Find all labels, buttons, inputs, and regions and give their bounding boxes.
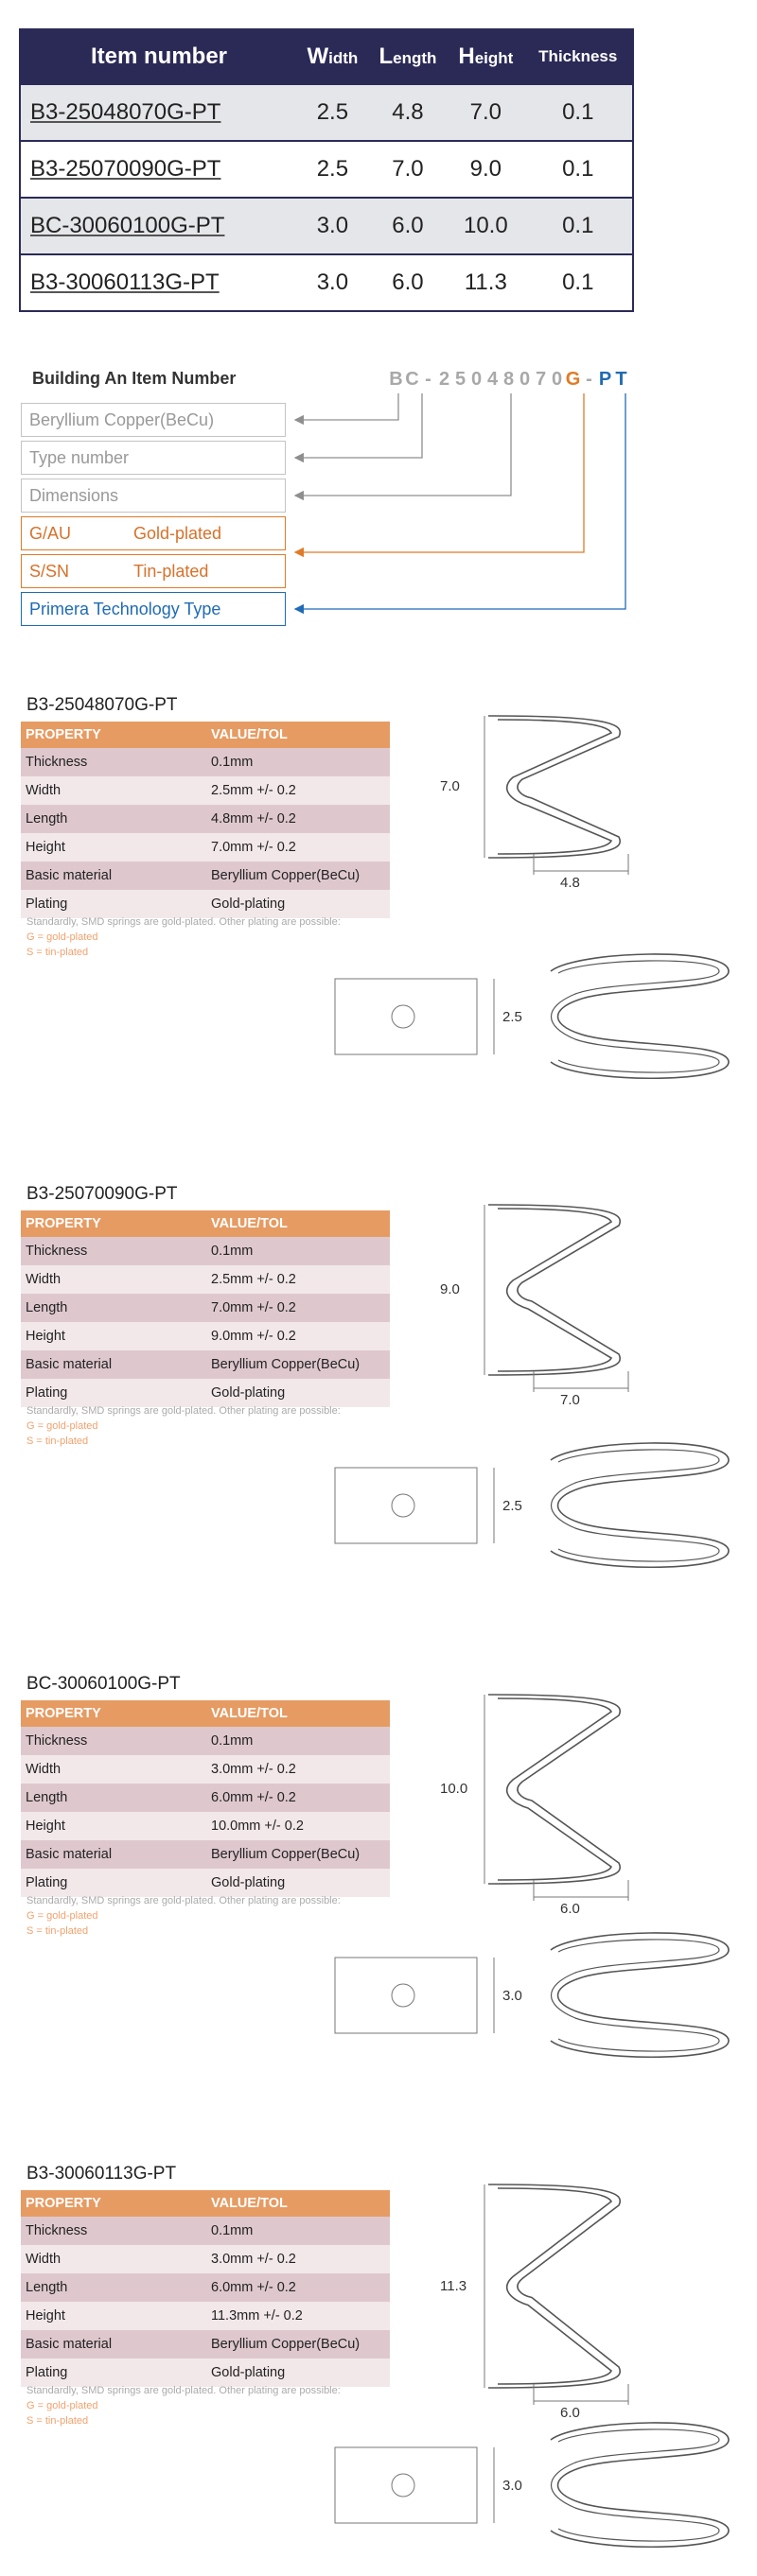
spec-property: Height — [21, 2302, 206, 2330]
spec-value: Gold-plating — [206, 2358, 390, 2387]
arrow-technology — [295, 393, 625, 609]
spec-row — [21, 776, 390, 805]
spec-value: 7.0mm +/- 0.2 — [206, 1294, 390, 1322]
code-char: - — [425, 369, 431, 390]
spring-profile — [488, 716, 620, 858]
dim-height-label: 11.3 — [440, 2277, 467, 2294]
spring-side-view — [435, 1683, 662, 1939]
spec-row — [21, 1350, 390, 1379]
spring-coil-inner — [552, 961, 720, 1072]
pad-outline — [335, 1958, 477, 2033]
item-number-link[interactable]: B3-25070090G-PT — [20, 141, 297, 198]
note-line: Standardly, SMD springs are gold-plated. Other plating are possible: — [26, 1895, 341, 1906]
cell-length: 7.0 — [368, 141, 448, 198]
spring-top-view — [331, 950, 748, 1092]
note-line: S = tin-plated — [26, 2415, 89, 2427]
spec-property: Length — [21, 1294, 206, 1322]
spec-value: 9.0mm +/- 0.2 — [206, 1322, 390, 1350]
cell-length: 4.8 — [368, 84, 448, 141]
dim-width-label: 3.0 — [502, 1988, 522, 2004]
cell-width: 2.5 — [297, 84, 368, 141]
spec-property: Height — [21, 833, 206, 862]
spec-header-value: VALUE/TOL — [206, 1210, 390, 1237]
dim-length-label: 7.0 — [560, 1392, 580, 1408]
pad-hole — [392, 2474, 414, 2497]
spec-row — [21, 2330, 390, 2358]
dim-width-label: 2.5 — [502, 1009, 522, 1025]
spring-top-view — [331, 1929, 748, 2071]
note-line: S = tin-plated — [26, 1436, 89, 1447]
spec-header-property: PROPERTY — [21, 722, 206, 748]
code-char: 5 — [454, 369, 467, 390]
connector-arrows — [0, 0, 757, 662]
spec-property: Basic material — [21, 2330, 206, 2358]
note-line: G = gold-plated — [26, 931, 98, 943]
spec-row — [21, 2302, 390, 2330]
plating-note — [26, 1403, 341, 1449]
code-char: - — [586, 369, 592, 390]
spec-header-property: PROPERTY — [21, 1210, 206, 1237]
spec-value: 11.3mm +/- 0.2 — [206, 2302, 390, 2330]
spring-profile — [488, 2184, 620, 2388]
spec-property: Length — [21, 1784, 206, 1812]
spec-property: Width — [21, 2245, 206, 2273]
cell-length: 6.0 — [368, 254, 448, 311]
cell-height: 9.0 — [448, 141, 523, 198]
code-char: 7 — [535, 369, 547, 390]
spec-row — [21, 1322, 390, 1350]
spec-property: Length — [21, 805, 206, 833]
spec-row — [21, 1237, 390, 1265]
pad-hole — [392, 1984, 414, 2007]
spring-coil-inner — [552, 1940, 720, 2051]
dim-height-label: 10.0 — [440, 1781, 468, 1797]
code-char: 8 — [502, 369, 515, 390]
spec-property: Basic material — [21, 1840, 206, 1869]
spec-property: Plating — [21, 890, 206, 918]
note-line: S = tin-plated — [26, 1925, 89, 1937]
code-char-technology: T — [615, 369, 627, 390]
cell-width: 2.5 — [297, 141, 368, 198]
spec-value: Gold-plating — [206, 890, 390, 918]
spec-property: Height — [21, 1812, 206, 1840]
spec-value: 6.0mm +/- 0.2 — [206, 1784, 390, 1812]
building-title: Building An Item Number — [32, 369, 237, 388]
spec-row — [21, 1755, 390, 1784]
spec-header-value: VALUE/TOL — [206, 2190, 390, 2217]
spec-value: 0.1mm — [206, 2217, 390, 2245]
note-line: Standardly, SMD springs are gold-plated. Other plating are possible: — [26, 2385, 341, 2396]
cell-length: 6.0 — [368, 198, 448, 254]
product-title: B3-25048070G-PT — [26, 695, 178, 715]
spring-coil-profile — [551, 2423, 729, 2547]
gold-label: Gold-plated — [133, 524, 222, 543]
spec-table — [21, 1210, 390, 1407]
dim-height-label: 9.0 — [440, 1281, 460, 1297]
cell-thickness: 0.1 — [524, 254, 634, 311]
cell-height: 11.3 — [448, 254, 523, 311]
spec-value: Beryllium Copper(BeCu) — [206, 1350, 390, 1379]
pad-hole — [392, 1494, 414, 1517]
spring-coil-inner — [552, 2429, 720, 2541]
pad-outline — [335, 1468, 477, 1543]
arrow-dimensions — [295, 393, 511, 496]
cell-height: 7.0 — [448, 84, 523, 141]
dim-height-label: 7.0 — [440, 778, 460, 794]
dimensions-box: Dimensions — [21, 479, 286, 513]
item-number-link[interactable]: B3-25048070G-PT — [20, 84, 297, 141]
spec-header-value: VALUE/TOL — [206, 1700, 390, 1727]
tin-code: S/SN — [29, 562, 70, 581]
spring-profile — [488, 1205, 620, 1375]
header-length: Length — [368, 29, 448, 84]
spring-coil-profile — [551, 1933, 729, 2057]
spec-value: Beryllium Copper(BeCu) — [206, 1840, 390, 1869]
plating-note — [26, 2383, 341, 2428]
spec-property: Width — [21, 776, 206, 805]
spec-value: 6.0mm +/- 0.2 — [206, 2273, 390, 2302]
spec-property: Plating — [21, 2358, 206, 2387]
cell-thickness: 0.1 — [524, 84, 634, 141]
pad-hole — [392, 1005, 414, 1028]
spec-row — [21, 833, 390, 862]
arrow-type — [295, 393, 422, 458]
spec-property: Thickness — [21, 1237, 206, 1265]
note-line: S = tin-plated — [26, 947, 89, 958]
arrow-plating — [295, 393, 584, 552]
spec-table — [21, 722, 390, 918]
spring-side-view — [435, 1193, 662, 1430]
cell-thickness: 0.1 — [524, 198, 634, 254]
spec-row — [21, 1784, 390, 1812]
code-char-technology: P — [598, 369, 612, 390]
item-number-link[interactable]: B3-30060113G-PT — [20, 254, 297, 311]
dim-length-label: 6.0 — [560, 2405, 580, 2421]
spring-coil-profile — [551, 954, 729, 1078]
spring-coil-profile — [551, 1443, 729, 1567]
plating-note — [26, 914, 341, 960]
spec-property: Width — [21, 1755, 206, 1784]
spec-row — [21, 748, 390, 776]
material-box: Beryllium Copper(BeCu) — [21, 403, 286, 437]
code-char: 4 — [486, 369, 499, 390]
arrow-material — [295, 393, 398, 420]
spec-row — [21, 805, 390, 833]
spec-row — [21, 1727, 390, 1755]
note-line: Standardly, SMD springs are gold-plated. Other plating are possible: — [26, 916, 341, 928]
spring-coil-inner — [552, 1450, 720, 1561]
spec-property: Height — [21, 1322, 206, 1350]
spec-property: Thickness — [21, 2217, 206, 2245]
spec-value: 0.1mm — [206, 748, 390, 776]
cell-thickness: 0.1 — [524, 141, 634, 198]
spring-side-view — [435, 2173, 662, 2443]
dim-length-label: 6.0 — [560, 1901, 580, 1917]
spec-header-row — [21, 1700, 390, 1727]
spec-row — [21, 2217, 390, 2245]
spec-property: Thickness — [21, 748, 206, 776]
pad-outline — [335, 979, 477, 1054]
code-char: 0 — [551, 369, 563, 390]
spec-row — [21, 1294, 390, 1322]
spec-table — [21, 1700, 390, 1897]
spring-top-view — [331, 1439, 748, 1581]
spec-value: 2.5mm +/- 0.2 — [206, 1265, 390, 1294]
pad-outline — [335, 2447, 477, 2523]
spec-row — [21, 1265, 390, 1294]
spec-value: Beryllium Copper(BeCu) — [206, 2330, 390, 2358]
code-char: C — [405, 369, 419, 390]
spec-header-value: VALUE/TOL — [206, 722, 390, 748]
spec-value: 0.1mm — [206, 1727, 390, 1755]
tin-label: Tin-plated — [133, 562, 209, 581]
spring-side-view — [435, 705, 662, 913]
spec-header-property: PROPERTY — [21, 2190, 206, 2217]
spec-value: 3.0mm +/- 0.2 — [206, 2245, 390, 2273]
note-line: G = gold-plated — [26, 2400, 98, 2411]
note-line: G = gold-plated — [26, 1910, 98, 1922]
note-line: G = gold-plated — [26, 1420, 98, 1432]
spec-value: 10.0mm +/- 0.2 — [206, 1812, 390, 1840]
spec-property: Basic material — [21, 862, 206, 890]
spec-value: Gold-plating — [206, 1869, 390, 1897]
spec-header-row — [21, 1210, 390, 1237]
spec-row — [21, 862, 390, 890]
code-char: B — [389, 369, 403, 390]
header-width: Width — [297, 29, 368, 84]
product-title: B3-25070090G-PT — [26, 1184, 178, 1204]
spec-table — [21, 2190, 390, 2387]
header-item-number: Item number — [20, 29, 297, 84]
spec-row — [21, 1812, 390, 1840]
code-char: 0 — [519, 369, 531, 390]
spec-row — [21, 1840, 390, 1869]
technology-type-box: Primera Technology Type — [21, 592, 286, 626]
item-number-link[interactable]: BC-30060100G-PT — [20, 198, 297, 254]
spec-value: 2.5mm +/- 0.2 — [206, 776, 390, 805]
spec-value: 4.8mm +/- 0.2 — [206, 805, 390, 833]
code-char-plating: G — [565, 369, 581, 390]
cell-height: 10.0 — [448, 198, 523, 254]
spec-value: 3.0mm +/- 0.2 — [206, 1755, 390, 1784]
spec-property: Plating — [21, 1869, 206, 1897]
spec-value: 0.1mm — [206, 1237, 390, 1265]
header-height: Height — [448, 29, 523, 84]
product-title: BC-30060100G-PT — [26, 1674, 181, 1694]
cell-width: 3.0 — [297, 198, 368, 254]
header-thickness: Thickness — [524, 29, 634, 84]
plating-note — [26, 1893, 341, 1939]
product-title: B3-30060113G-PT — [26, 2164, 177, 2184]
spec-property: Length — [21, 2273, 206, 2302]
spec-property: Thickness — [21, 1727, 206, 1755]
spec-header-row — [21, 722, 390, 748]
spec-header-property: PROPERTY — [21, 1700, 206, 1727]
spring-top-view — [331, 2419, 748, 2561]
dim-length-label: 4.8 — [560, 875, 580, 891]
spring-profile — [488, 1695, 620, 1884]
spec-property: Width — [21, 1265, 206, 1294]
spec-row — [21, 2273, 390, 2302]
type-number-box: Type number — [21, 441, 286, 475]
code-char: 0 — [470, 369, 483, 390]
dim-width-label: 2.5 — [502, 1498, 522, 1514]
cell-width: 3.0 — [297, 254, 368, 311]
spec-property: Plating — [21, 1379, 206, 1407]
note-line: Standardly, SMD springs are gold-plated. Other plating are possible: — [26, 1405, 341, 1417]
spec-value: Beryllium Copper(BeCu) — [206, 862, 390, 890]
spec-value: 7.0mm +/- 0.2 — [206, 833, 390, 862]
dim-width-label: 3.0 — [502, 2478, 522, 2494]
spec-value: Gold-plating — [206, 1379, 390, 1407]
spec-property: Basic material — [21, 1350, 206, 1379]
code-char: 2 — [438, 369, 450, 390]
spec-header-row — [21, 2190, 390, 2217]
spec-row — [21, 2245, 390, 2273]
gold-code: G/AU — [29, 524, 72, 543]
